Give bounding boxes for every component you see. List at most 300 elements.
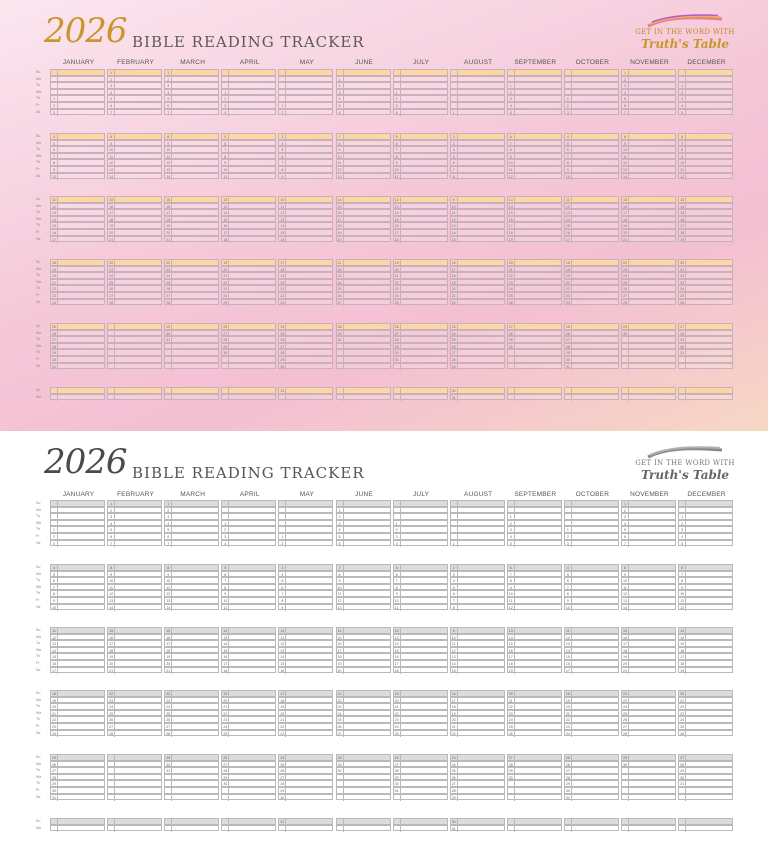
day-checkbox-cell[interactable] [336,140,391,147]
day-checkbox-cell[interactable] [164,653,219,660]
day-checkbox-cell[interactable] [393,349,448,356]
day-checkbox-cell[interactable] [507,236,562,243]
day-checkbox-cell[interactable] [393,754,448,761]
day-checkbox-cell[interactable] [564,89,619,96]
day-checkbox-cell[interactable] [564,716,619,723]
day-checkbox-cell[interactable] [393,285,448,292]
day-checkbox-cell[interactable] [621,299,676,306]
day-checkbox-cell[interactable] [221,564,276,571]
day-checkbox-cell[interactable] [678,159,733,166]
day-checkbox-cell[interactable] [393,222,448,229]
day-checkbox-cell[interactable] [278,279,333,286]
day-checkbox-cell[interactable] [221,723,276,730]
day-checkbox-cell[interactable] [621,153,676,160]
day-checkbox-cell[interactable] [621,146,676,153]
day-checkbox-cell[interactable] [678,272,733,279]
day-checkbox-cell[interactable] [336,634,391,641]
day-checkbox-cell[interactable] [564,387,619,394]
day-checkbox-cell[interactable] [164,533,219,540]
day-checkbox-cell[interactable] [507,394,562,401]
day-checkbox-cell[interactable] [221,159,276,166]
day-checkbox-cell[interactable] [450,159,505,166]
day-checkbox-cell[interactable] [393,597,448,604]
day-checkbox-cell[interactable] [50,640,105,647]
day-checkbox-cell[interactable] [164,780,219,787]
day-checkbox-cell[interactable] [507,229,562,236]
day-checkbox-cell[interactable] [507,153,562,160]
day-checkbox-cell[interactable] [393,209,448,216]
day-checkbox-cell[interactable] [221,697,276,704]
day-checkbox-cell[interactable] [564,173,619,180]
day-checkbox-cell[interactable] [278,292,333,299]
day-checkbox-cell[interactable] [278,507,333,514]
day-checkbox-cell[interactable] [278,571,333,578]
day-checkbox-cell[interactable] [107,95,162,102]
day-checkbox-cell[interactable] [164,730,219,737]
day-checkbox-cell[interactable] [678,794,733,801]
day-checkbox-cell[interactable] [221,703,276,710]
day-checkbox-cell[interactable] [164,89,219,96]
day-checkbox-cell[interactable] [278,394,333,401]
day-checkbox-cell[interactable] [107,102,162,109]
day-checkbox-cell[interactable] [107,577,162,584]
day-checkbox-cell[interactable] [393,146,448,153]
day-checkbox-cell[interactable] [564,272,619,279]
day-checkbox-cell[interactable] [50,761,105,768]
day-checkbox-cell[interactable] [278,222,333,229]
day-checkbox-cell[interactable] [336,133,391,140]
day-checkbox-cell[interactable] [107,787,162,794]
day-checkbox-cell[interactable] [450,774,505,781]
day-checkbox-cell[interactable] [621,767,676,774]
day-checkbox-cell[interactable] [450,604,505,611]
day-checkbox-cell[interactable] [507,640,562,647]
day-checkbox-cell[interactable] [564,667,619,674]
day-checkbox-cell[interactable] [393,236,448,243]
day-checkbox-cell[interactable] [450,634,505,641]
day-checkbox-cell[interactable] [621,133,676,140]
day-checkbox-cell[interactable] [678,229,733,236]
day-checkbox-cell[interactable] [221,236,276,243]
day-checkbox-cell[interactable] [678,533,733,540]
day-checkbox-cell[interactable] [336,754,391,761]
day-checkbox-cell[interactable] [164,356,219,363]
day-checkbox-cell[interactable] [621,640,676,647]
day-checkbox-cell[interactable] [507,520,562,527]
day-checkbox-cell[interactable] [564,660,619,667]
day-checkbox-cell[interactable] [621,507,676,514]
day-checkbox-cell[interactable] [507,703,562,710]
day-checkbox-cell[interactable] [564,209,619,216]
day-checkbox-cell[interactable] [621,730,676,737]
day-checkbox-cell[interactable] [507,754,562,761]
day-checkbox-cell[interactable] [507,299,562,306]
day-checkbox-cell[interactable] [336,236,391,243]
day-checkbox-cell[interactable] [221,690,276,697]
day-checkbox-cell[interactable] [50,710,105,717]
day-checkbox-cell[interactable] [678,780,733,787]
day-checkbox-cell[interactable] [507,533,562,540]
day-checkbox-cell[interactable] [678,653,733,660]
day-checkbox-cell[interactable] [278,627,333,634]
day-checkbox-cell[interactable] [50,279,105,286]
day-checkbox-cell[interactable] [164,710,219,717]
day-checkbox-cell[interactable] [336,209,391,216]
day-checkbox-cell[interactable] [678,166,733,173]
day-checkbox-cell[interactable] [164,259,219,266]
day-checkbox-cell[interactable] [393,394,448,401]
day-checkbox-cell[interactable] [678,292,733,299]
day-checkbox-cell[interactable] [564,723,619,730]
day-checkbox-cell[interactable] [393,82,448,89]
day-checkbox-cell[interactable] [278,653,333,660]
day-checkbox-cell[interactable] [507,690,562,697]
day-checkbox-cell[interactable] [336,507,391,514]
day-checkbox-cell[interactable] [507,787,562,794]
day-checkbox-cell[interactable] [107,216,162,223]
day-checkbox-cell[interactable] [621,82,676,89]
day-checkbox-cell[interactable] [336,272,391,279]
day-checkbox-cell[interactable] [621,520,676,527]
day-checkbox-cell[interactable] [107,564,162,571]
day-checkbox-cell[interactable] [278,336,333,343]
day-checkbox-cell[interactable] [393,584,448,591]
day-checkbox-cell[interactable] [164,604,219,611]
day-checkbox-cell[interactable] [221,76,276,83]
day-checkbox-cell[interactable] [507,209,562,216]
day-checkbox-cell[interactable] [450,723,505,730]
day-checkbox-cell[interactable] [621,513,676,520]
day-checkbox-cell[interactable] [564,222,619,229]
day-checkbox-cell[interactable] [678,597,733,604]
day-checkbox-cell[interactable] [564,153,619,160]
day-checkbox-cell[interactable] [50,272,105,279]
day-checkbox-cell[interactable] [221,209,276,216]
day-checkbox-cell[interactable] [107,703,162,710]
day-checkbox-cell[interactable] [621,526,676,533]
day-checkbox-cell[interactable] [450,500,505,507]
day-checkbox-cell[interactable] [393,109,448,116]
day-checkbox-cell[interactable] [336,761,391,768]
day-checkbox-cell[interactable] [50,571,105,578]
day-checkbox-cell[interactable] [678,774,733,781]
day-checkbox-cell[interactable] [621,292,676,299]
day-checkbox-cell[interactable] [278,236,333,243]
day-checkbox-cell[interactable] [507,825,562,832]
day-checkbox-cell[interactable] [336,363,391,370]
day-checkbox-cell[interactable] [678,266,733,273]
day-checkbox-cell[interactable] [164,159,219,166]
day-checkbox-cell[interactable] [50,236,105,243]
day-checkbox-cell[interactable] [564,564,619,571]
day-checkbox-cell[interactable] [564,787,619,794]
day-checkbox-cell[interactable] [678,690,733,697]
day-checkbox-cell[interactable] [278,690,333,697]
day-checkbox-cell[interactable] [621,387,676,394]
day-checkbox-cell[interactable] [336,173,391,180]
day-checkbox-cell[interactable] [621,166,676,173]
day-checkbox-cell[interactable] [107,236,162,243]
day-checkbox-cell[interactable] [621,571,676,578]
day-checkbox-cell[interactable] [221,710,276,717]
day-checkbox-cell[interactable] [507,82,562,89]
day-checkbox-cell[interactable] [564,394,619,401]
day-checkbox-cell[interactable] [621,336,676,343]
day-checkbox-cell[interactable] [393,634,448,641]
day-checkbox-cell[interactable] [107,356,162,363]
day-checkbox-cell[interactable] [278,95,333,102]
day-checkbox-cell[interactable] [221,229,276,236]
day-checkbox-cell[interactable] [336,216,391,223]
day-checkbox-cell[interactable] [336,564,391,571]
day-checkbox-cell[interactable] [678,82,733,89]
day-checkbox-cell[interactable] [278,259,333,266]
day-checkbox-cell[interactable] [50,109,105,116]
day-checkbox-cell[interactable] [678,279,733,286]
day-checkbox-cell[interactable] [450,647,505,654]
day-checkbox-cell[interactable] [221,825,276,832]
day-checkbox-cell[interactable] [678,222,733,229]
day-checkbox-cell[interactable] [393,266,448,273]
day-checkbox-cell[interactable] [507,604,562,611]
day-checkbox-cell[interactable] [107,526,162,533]
day-checkbox-cell[interactable] [507,526,562,533]
day-checkbox-cell[interactable] [50,146,105,153]
day-checkbox-cell[interactable] [107,710,162,717]
day-checkbox-cell[interactable] [678,330,733,337]
day-checkbox-cell[interactable] [507,279,562,286]
day-checkbox-cell[interactable] [164,500,219,507]
day-checkbox-cell[interactable] [107,82,162,89]
day-checkbox-cell[interactable] [50,330,105,337]
day-checkbox-cell[interactable] [164,667,219,674]
day-checkbox-cell[interactable] [564,236,619,243]
day-checkbox-cell[interactable] [164,216,219,223]
day-checkbox-cell[interactable] [564,697,619,704]
day-checkbox-cell[interactable] [678,196,733,203]
day-checkbox-cell[interactable] [336,780,391,787]
day-checkbox-cell[interactable] [450,564,505,571]
day-checkbox-cell[interactable] [50,356,105,363]
day-checkbox-cell[interactable] [621,703,676,710]
day-checkbox-cell[interactable] [621,89,676,96]
day-checkbox-cell[interactable] [450,266,505,273]
day-checkbox-cell[interactable] [393,723,448,730]
day-checkbox-cell[interactable] [164,133,219,140]
day-checkbox-cell[interactable] [507,513,562,520]
day-checkbox-cell[interactable] [278,761,333,768]
day-checkbox-cell[interactable] [50,533,105,540]
day-checkbox-cell[interactable] [507,285,562,292]
day-checkbox-cell[interactable] [278,710,333,717]
day-checkbox-cell[interactable] [678,153,733,160]
day-checkbox-cell[interactable] [50,703,105,710]
day-checkbox-cell[interactable] [450,140,505,147]
day-checkbox-cell[interactable] [107,222,162,229]
day-checkbox-cell[interactable] [164,818,219,825]
day-checkbox-cell[interactable] [621,140,676,147]
day-checkbox-cell[interactable] [393,216,448,223]
day-checkbox-cell[interactable] [621,259,676,266]
day-checkbox-cell[interactable] [621,787,676,794]
day-checkbox-cell[interactable] [450,209,505,216]
day-checkbox-cell[interactable] [507,716,562,723]
day-checkbox-cell[interactable] [393,660,448,667]
day-checkbox-cell[interactable] [164,787,219,794]
day-checkbox-cell[interactable] [336,640,391,647]
day-checkbox-cell[interactable] [564,690,619,697]
day-checkbox-cell[interactable] [450,356,505,363]
day-checkbox-cell[interactable] [507,76,562,83]
day-checkbox-cell[interactable] [164,222,219,229]
day-checkbox-cell[interactable] [164,102,219,109]
day-checkbox-cell[interactable] [393,564,448,571]
day-checkbox-cell[interactable] [50,229,105,236]
day-checkbox-cell[interactable] [336,690,391,697]
day-checkbox-cell[interactable] [107,285,162,292]
day-checkbox-cell[interactable] [450,133,505,140]
day-checkbox-cell[interactable] [507,660,562,667]
day-checkbox-cell[interactable] [221,500,276,507]
day-checkbox-cell[interactable] [678,343,733,350]
day-checkbox-cell[interactable] [393,500,448,507]
day-checkbox-cell[interactable] [678,133,733,140]
day-checkbox-cell[interactable] [564,571,619,578]
day-checkbox-cell[interactable] [107,634,162,641]
day-checkbox-cell[interactable] [678,627,733,634]
day-checkbox-cell[interactable] [678,697,733,704]
day-checkbox-cell[interactable] [621,540,676,547]
day-checkbox-cell[interactable] [278,604,333,611]
day-checkbox-cell[interactable] [50,140,105,147]
day-checkbox-cell[interactable] [221,526,276,533]
day-checkbox-cell[interactable] [50,690,105,697]
day-checkbox-cell[interactable] [450,667,505,674]
day-checkbox-cell[interactable] [221,89,276,96]
day-checkbox-cell[interactable] [393,166,448,173]
day-checkbox-cell[interactable] [221,667,276,674]
day-checkbox-cell[interactable] [564,349,619,356]
day-checkbox-cell[interactable] [50,513,105,520]
day-checkbox-cell[interactable] [393,825,448,832]
day-checkbox-cell[interactable] [221,794,276,801]
day-checkbox-cell[interactable] [336,584,391,591]
day-checkbox-cell[interactable] [336,330,391,337]
day-checkbox-cell[interactable] [221,69,276,76]
day-checkbox-cell[interactable] [50,697,105,704]
day-checkbox-cell[interactable] [393,787,448,794]
day-checkbox-cell[interactable] [678,660,733,667]
day-checkbox-cell[interactable] [107,604,162,611]
day-checkbox-cell[interactable] [336,153,391,160]
day-checkbox-cell[interactable] [336,774,391,781]
day-checkbox-cell[interactable] [107,279,162,286]
day-checkbox-cell[interactable] [678,584,733,591]
day-checkbox-cell[interactable] [450,697,505,704]
day-checkbox-cell[interactable] [393,818,448,825]
day-checkbox-cell[interactable] [507,356,562,363]
day-checkbox-cell[interactable] [278,667,333,674]
day-checkbox-cell[interactable] [678,710,733,717]
day-checkbox-cell[interactable] [450,794,505,801]
day-checkbox-cell[interactable] [107,159,162,166]
day-checkbox-cell[interactable] [393,363,448,370]
day-checkbox-cell[interactable] [564,761,619,768]
day-checkbox-cell[interactable] [678,507,733,514]
day-checkbox-cell[interactable] [678,571,733,578]
day-checkbox-cell[interactable] [278,697,333,704]
day-checkbox-cell[interactable] [621,660,676,667]
day-checkbox-cell[interactable] [450,730,505,737]
day-checkbox-cell[interactable] [278,363,333,370]
day-checkbox-cell[interactable] [507,222,562,229]
day-checkbox-cell[interactable] [450,173,505,180]
day-checkbox-cell[interactable] [107,597,162,604]
day-checkbox-cell[interactable] [564,140,619,147]
day-checkbox-cell[interactable] [564,818,619,825]
day-checkbox-cell[interactable] [278,520,333,527]
day-checkbox-cell[interactable] [393,690,448,697]
day-checkbox-cell[interactable] [107,767,162,774]
day-checkbox-cell[interactable] [164,697,219,704]
day-checkbox-cell[interactable] [164,82,219,89]
day-checkbox-cell[interactable] [564,520,619,527]
day-checkbox-cell[interactable] [678,356,733,363]
day-checkbox-cell[interactable] [107,794,162,801]
day-checkbox-cell[interactable] [278,272,333,279]
day-checkbox-cell[interactable] [450,323,505,330]
day-checkbox-cell[interactable] [678,76,733,83]
day-checkbox-cell[interactable] [336,203,391,210]
day-checkbox-cell[interactable] [507,667,562,674]
day-checkbox-cell[interactable] [507,203,562,210]
day-checkbox-cell[interactable] [278,349,333,356]
day-checkbox-cell[interactable] [164,266,219,273]
day-checkbox-cell[interactable] [678,209,733,216]
day-checkbox-cell[interactable] [507,647,562,654]
day-checkbox-cell[interactable] [507,272,562,279]
day-checkbox-cell[interactable] [278,533,333,540]
day-checkbox-cell[interactable] [507,500,562,507]
day-checkbox-cell[interactable] [50,153,105,160]
day-checkbox-cell[interactable] [221,730,276,737]
day-checkbox-cell[interactable] [50,216,105,223]
day-checkbox-cell[interactable] [50,780,105,787]
day-checkbox-cell[interactable] [621,667,676,674]
day-checkbox-cell[interactable] [564,604,619,611]
day-checkbox-cell[interactable] [678,349,733,356]
day-checkbox-cell[interactable] [507,140,562,147]
day-checkbox-cell[interactable] [221,140,276,147]
day-checkbox-cell[interactable] [393,780,448,787]
day-checkbox-cell[interactable] [450,336,505,343]
day-checkbox-cell[interactable] [164,571,219,578]
day-checkbox-cell[interactable] [564,343,619,350]
day-checkbox-cell[interactable] [221,259,276,266]
day-checkbox-cell[interactable] [621,627,676,634]
day-checkbox-cell[interactable] [107,513,162,520]
day-checkbox-cell[interactable] [107,196,162,203]
day-checkbox-cell[interactable] [564,640,619,647]
day-checkbox-cell[interactable] [278,577,333,584]
day-checkbox-cell[interactable] [393,667,448,674]
day-checkbox-cell[interactable] [564,703,619,710]
day-checkbox-cell[interactable] [278,102,333,109]
day-checkbox-cell[interactable] [450,520,505,527]
day-checkbox-cell[interactable] [164,140,219,147]
day-checkbox-cell[interactable] [507,216,562,223]
day-checkbox-cell[interactable] [278,767,333,774]
